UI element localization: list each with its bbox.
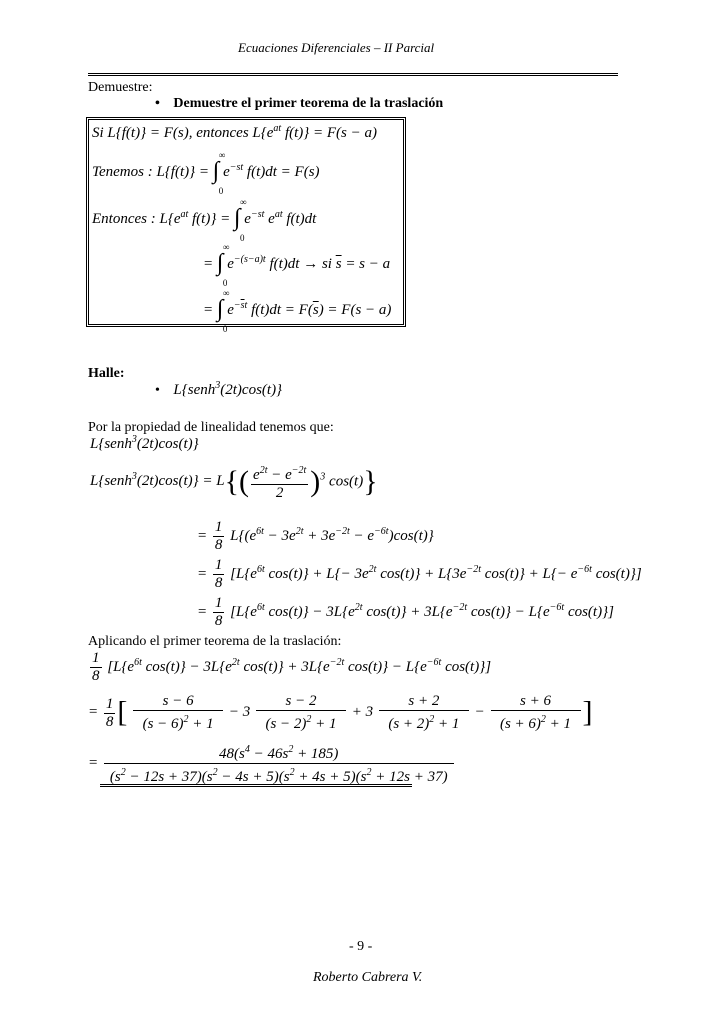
step-2-text: = $\frac{1}{8}$ $L\{(e^{6t} - 3e^{2t} + 3e^{-2t} - e^{-6t})\cos(t)\}$ [197, 519, 434, 553]
demuestre-label: Demuestre: [88, 80, 153, 95]
sinh-fraction: $\frac{e^{2t} - e^{-2t}}{2}$ [251, 462, 308, 502]
entonces-line-1 [92, 197, 317, 243]
bullet-halle [155, 380, 282, 399]
problem-expression: L{senh$^3$(2t)cos(t)} [173, 380, 283, 398]
tenemos-expression: L{f(t)} = ∫ ∞ 0 $e^{-st}$ f(t)dt = F(s) [156, 150, 320, 196]
linearity-expression-text: L{senh$^3$(2t)cos(t)} [90, 434, 199, 452]
entonces-line-2 [203, 242, 391, 288]
footer-author: Roberto Cabrera V. [313, 970, 423, 985]
step-6-text: = $\frac{1}{8}$ [ $\frac{s - 6}{(s - 6)^2 + 1}$ − 3 $\frac{s - 2}{(s - 2)^2 + 1}$ + 3 $\frac{s + 2}{(s + 2)^2 + 1}$ − $\frac{s + 6}{(s + 6)^2 + 1}$ ] [88, 693, 593, 732]
final-result-underline [100, 784, 412, 787]
step-1-lhs: L{senh$^3$(2t)cos(t)} = L [90, 471, 225, 490]
si-word: si [321, 256, 332, 272]
step-4-text: = $\frac{1}{8}$ [$L\{e^{6t}$ $\cos(t)\} - 3L\{e^{2t}$ $\cos(t)\} + 3L\{e^{-2t}$ $\cos(t)\} - L\{e^{-6t}$ cos(t)}] [197, 595, 614, 629]
entonces-label: Entonces : [92, 211, 156, 227]
entonces-expression-2: = ∫ ∞ 0 $e^{-(s-a)t}$ f(t)dt → [203, 242, 322, 288]
step-5 [88, 650, 491, 685]
step-6 [88, 693, 593, 733]
bullet-demuestre [155, 96, 443, 112]
linearity-text: Por la propiedad de linealidad tenemos que: [88, 420, 334, 435]
header-title: Ecuaciones Diferenciales – II Parcial [238, 40, 435, 55]
bullet-dot: • [155, 96, 160, 111]
theorem-statement [92, 123, 377, 142]
tenemos-label: Tenemos : [92, 164, 153, 180]
entonces-expression-1: $L\{e^{at}$ f(t)} = ∫ ∞ 0 $e^{-st}$ $e^{at}$ f(t)dt [159, 197, 317, 243]
bullet-dot-2: • [155, 383, 160, 398]
shift-text: Aplicando el primer teorema de la traslación: [88, 634, 342, 649]
final-result-text: = $\frac{48(s^4 - 46s^2 + 185)}{(s^2 - 12s + 37)(s^2 - 4s + 5)(s^2 + 4s + 5)(s^2 + 12s + 37)}$ [88, 755, 456, 771]
linearity-expression [90, 434, 199, 453]
final-result [88, 741, 456, 786]
theorem-statement-text: Si L{f(t)} = F(s), entonces $L\{e^{at}$ f(t)} = F(s − a) [92, 123, 378, 141]
header-rule [88, 73, 618, 76]
entonces-substitution: $\overline{s} = s - a$ [335, 256, 391, 272]
step-4 [197, 595, 614, 630]
step-5-text: $\frac{1}{8}$ [$L\{e^{6t}$ $\cos(t)\} - 3L\{e^{2t}$ $\cos(t)\} + 3L\{e^{-2t}$ $\cos(t)\} - L\{e^{-6t}$ cos(t)}] [92, 650, 492, 684]
entonces-line-3 [203, 288, 392, 334]
step-2 [197, 519, 434, 554]
bullet-demuestre-text: Demuestre el primer teorema de la traslación [173, 96, 444, 111]
page-number: - 9 - [349, 939, 373, 954]
step-3 [197, 557, 642, 592]
tenemos-line [92, 150, 320, 196]
step-1: L{senh$^3$(2t)cos(t)} = L{( $\frac{e^{2t} - e^{-2t}}{2}$ )$^3$ cos(t)} [90, 462, 378, 502]
step-3-text: = $\frac{1}{8}$ [$L\{e^{6t}$ $\cos(t)\} + L\{- 3e^{2t}$ $\cos(t)\} + L\{3e^{-2t}$ $\cos(t)\} + L\{- e^{-6t}$ cos(t)}] [197, 557, 642, 591]
halle-label: Halle: [88, 366, 125, 381]
entonces-expression-3: = ∫ ∞ 0 $e^{-\overline{s}t}$ $f(t)dt = F(\overline{s}) = F(s - a)$ [203, 288, 392, 334]
